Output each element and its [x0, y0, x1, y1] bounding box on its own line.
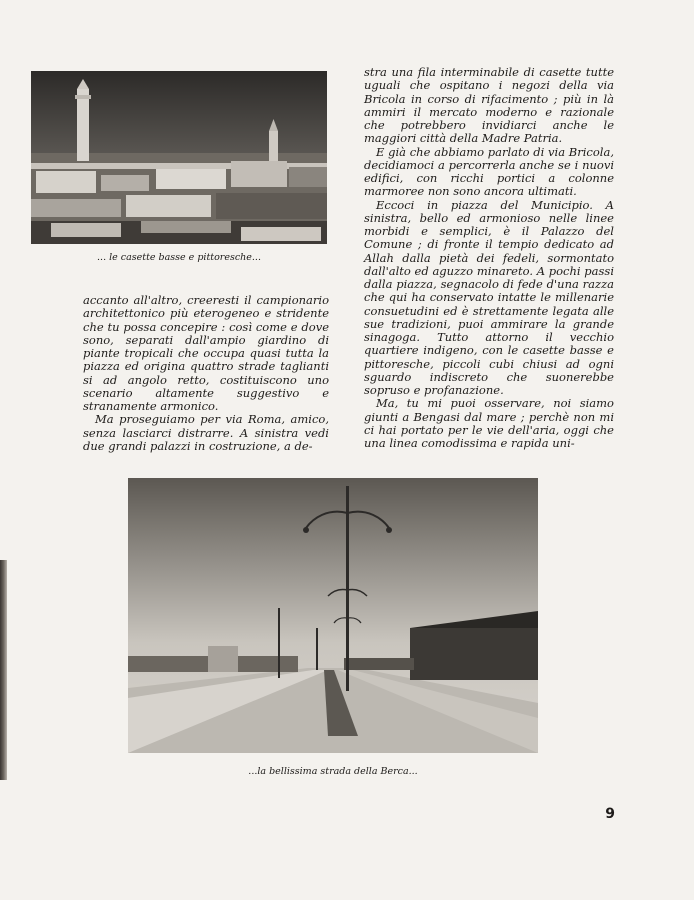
left-text-column [83, 294, 329, 453]
page-number: 9 [605, 806, 615, 822]
paragraph: E già che abbiamo parlato di via Bricola, decidiamoci a percorrerla anche se i nuovi edifici, con ricchi portici a colonne marmoree non sono ancora ultimati. [364, 144, 614, 199]
paragraph: stra una fila interminabile di casette tutte uguali che ospitano i negozi della via Bricola in corso di rifacimento ; più in là ammiri il mercato moderno e razionale che potrebbero invidiarci anche le maggiori città della Madre Patria. [364, 65, 614, 146]
page-edge-shadow [0, 560, 7, 780]
paragraph: Ma, tu mi puoi osservare, noi siamo giunti a Bengasi dal mare ; perchè non mi ci hai portato per le vie dell'aria, oggi che una linea comodissima e rapida uni- [364, 396, 614, 450]
town-rooftops-photo [31, 71, 327, 244]
paragraph: Ma proseguiamo per via Roma, amico, senza lasciarci distrarre. A sinistra vedi due grandi palazzi in costruzione, a de- [83, 412, 329, 453]
bottom-photo-caption: ...la bellissima strada della Berca... [248, 766, 418, 777]
top-photo-caption: ... le casette basse e pittoresche... [97, 252, 261, 263]
paragraph: accanto all'altro, creeresti il campionario architettonico più eterogeneo e stridente che tu possa concepire : così come e dove sono, separati dall'ampio giardino di piante tropicali che occupa quasi tutta la piazza ed origina quattro strade taglianti si ad angolo retto, costituiscono uno scenario altamente suggestivo e stranamente armonico. [83, 293, 329, 413]
right-text-column [364, 66, 614, 450]
avenue-lamp-post-photo [128, 478, 538, 753]
paragraph: Eccoci in piazza del Municipio. A sinistra, bello ed armonioso nelle linee morbidi e semplici, è il Palazzo del Comune ; di fronte il tempio dedicato ad Allah dalla pietà dei fedeli, sormontato dall'alto ed aguzzo minareto. A pochi passi dalla piazza, segnacolo di fede d'una razza che qui ha conservato intatte le millenarie consuetudini ed è strettamente legata alle sue tradizioni, puoi ammirare la grande sinagoga. Tutto attorno il vecchio quartiere indigeno, con le casette basse e pittoresche, piccoli cubi chiusi ad ogni sguardo indiscreto che suonerebbe sopruso e profanazione. [364, 197, 614, 397]
